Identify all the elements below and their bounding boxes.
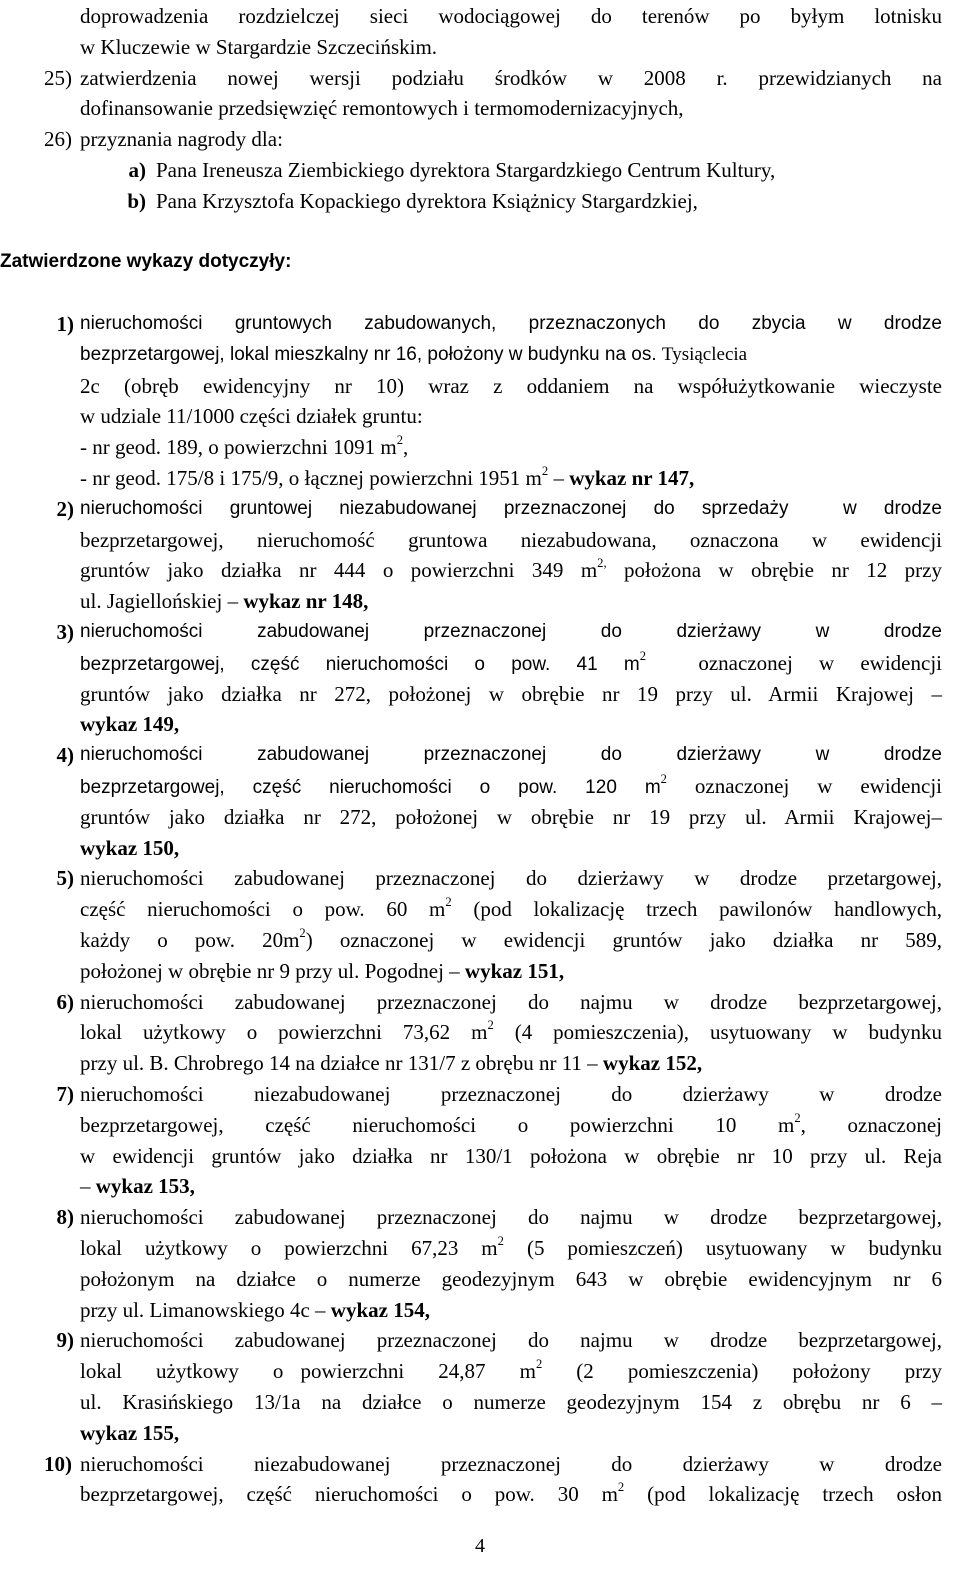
- list-number: 3): [56, 620, 74, 644]
- text-run: bezprzetargowej, część nieruchomości o pow. 30 m: [80, 1482, 618, 1507]
- text-run: nieruchomości gruntowych zabudowanych, przeznaczonych do zbycia w drodze: [80, 313, 942, 334]
- line-text: [80, 1109, 942, 1141]
- text-run: - nr geod. 175/8 i 175/9, o łącznej powierzchni 1951 m: [80, 466, 542, 490]
- text-run: nieruchomości zabudowanej przeznaczonej do dzierżawy w drodze: [80, 744, 942, 766]
- text-line: [0, 1170, 960, 1202]
- text-run: lokal użytkowy o powierzchni 73,62 m: [80, 1020, 488, 1045]
- page-number: 4: [475, 1535, 485, 1557]
- line-text: [80, 308, 942, 340]
- text-run: (5 pomieszczeń) usytuowany w budynku: [503, 1236, 943, 1260]
- text-line: [0, 308, 960, 340]
- wykaz-reference: wykaz 155,: [80, 1420, 180, 1445]
- text-line: [0, 924, 960, 956]
- line-text: [80, 1263, 942, 1295]
- text-line: [0, 400, 960, 432]
- text-line: [0, 616, 960, 648]
- text-line: [0, 1078, 960, 1110]
- line-text: [80, 1294, 942, 1326]
- superscript: 2: [445, 895, 452, 910]
- line-text: [80, 1201, 942, 1233]
- wykaz-reference: wykaz 152,: [602, 1051, 703, 1076]
- line-text: [80, 339, 942, 371]
- list-number: 8): [56, 1205, 74, 1230]
- text-run: gruntów jako działka nr 444 o powierzchni 349 m: [80, 558, 598, 583]
- line-text: [156, 185, 942, 217]
- text-run: (pod lokalizację trzech pawilonów handlowych,: [451, 897, 943, 922]
- line-text: [80, 1324, 942, 1356]
- line-text: [80, 92, 942, 124]
- text-run: w udziale 11/1000 części działek gruntu:: [80, 404, 423, 429]
- text-line: [0, 1417, 960, 1449]
- list-number: 6): [56, 989, 74, 1014]
- text-line: [0, 370, 960, 402]
- text-run: Zatwierdzone wykazy dotyczyły:: [0, 251, 292, 273]
- line-text: [80, 678, 942, 710]
- line-text: [80, 832, 942, 864]
- line-text: [80, 524, 942, 556]
- text-run: nieruchomości gruntowej niezabudowanej przeznaczonej do sprzedaży w drodze: [80, 497, 942, 519]
- text-line: [0, 739, 960, 771]
- text-run: nieruchomości zabudowanej przeznaczonej do najmu w drodze bezprzetargowej,: [80, 1205, 942, 1230]
- text-line: [0, 832, 960, 864]
- line-text: [156, 154, 942, 186]
- line-text: [80, 1047, 942, 1079]
- section-heading: [0, 246, 960, 278]
- list-number: 25): [44, 65, 72, 90]
- sub-list-marker: b): [127, 188, 146, 213]
- text-line: [0, 1294, 960, 1326]
- text-run: oznaczonej w ewidencji: [645, 650, 942, 675]
- text-run: Pana Ireneusza Ziembickiego dyrektora Stargardzkiego Centrum Kultury,: [156, 158, 776, 182]
- text-run: oznaczonej w ewidencji: [666, 774, 942, 798]
- text-run: ul. Jagiellońskiej –: [80, 589, 244, 614]
- text-run: nieruchomości zabudowanej przeznaczonej do dzierżawy w drodze przetargowej,: [80, 866, 942, 891]
- line-text: [80, 31, 942, 63]
- text-run: gruntów jako działka nr 272, położonej w obrębie nr 19 przy ul. Armii Krajowej –: [80, 681, 942, 706]
- text-run: przy ul. B. Chrobrego 14 na działce nr 131/7 z obrębu nr 11 –: [80, 1051, 603, 1076]
- line-text: [80, 1078, 942, 1110]
- text-line: [0, 1047, 960, 1079]
- text-line: [0, 493, 960, 525]
- text-run: bezprzetargowej, część nieruchomości o pow. 120 m: [80, 777, 661, 798]
- line-text: [80, 554, 942, 586]
- text-line: [0, 1478, 960, 1510]
- line-text: [80, 739, 942, 771]
- text-run: nieruchomości niezabudowanej przeznaczonej do dzierżawy w drodze: [80, 1451, 942, 1476]
- text-line: [0, 123, 960, 155]
- wykaz-reference: wykaz 150,: [80, 835, 180, 860]
- line-text: [80, 862, 942, 894]
- text-line: [0, 0, 960, 32]
- text-run: lokal użytkowy o powierzchni 67,23 m: [80, 1236, 498, 1260]
- text-line: [0, 431, 960, 463]
- text-line: [0, 770, 960, 802]
- line-text: [80, 647, 942, 679]
- list-number: 1): [56, 312, 74, 336]
- text-line: [0, 801, 960, 833]
- text-run: bezprzetargowej, lokal mieszkalny nr 16, położony w budynku na os.: [80, 343, 662, 365]
- line-text: [80, 1170, 942, 1202]
- superscript: 2: [299, 925, 306, 940]
- line-text: [80, 708, 942, 740]
- text-line: [0, 339, 960, 371]
- text-run: część nieruchomości o pow. 60 m: [80, 897, 446, 922]
- text-line: [0, 62, 960, 94]
- text-run: w ewidencji gruntów jako działka nr 130/1 położona w obrębie nr 10 przy ul. Reja: [80, 1143, 942, 1168]
- line-text: [80, 986, 942, 1018]
- superscript: 2: [794, 1110, 801, 1125]
- line-text: [80, 801, 942, 833]
- list-number: 4): [56, 743, 74, 768]
- line-text: [80, 370, 942, 402]
- text-run: nieruchomości zabudowanej przeznaczonej do najmu w drodze bezprzetargowej,: [80, 1328, 942, 1353]
- superscript: 2: [535, 1357, 543, 1372]
- text-run: ,: [402, 435, 409, 460]
- wykaz-reference: wykaz 154,: [330, 1297, 430, 1322]
- text-line: [0, 1140, 960, 1172]
- text-run: nieruchomości zabudowanej przeznaczonej do dzierżawy w drodze: [80, 621, 942, 642]
- text-line: [0, 554, 960, 586]
- text-line: [0, 862, 960, 894]
- text-run: - nr geod. 189, o powierzchni 1091 m: [80, 435, 397, 460]
- text-run: zatwierdzenia nowej wersji podziału środków w 2008 r. przewidzianych na: [80, 65, 942, 90]
- text-line: [0, 1355, 960, 1387]
- text-line: [0, 31, 960, 63]
- text-run: doprowadzenia rozdzielczej sieci wodociągowej do terenów po byłym lotnisku: [80, 4, 942, 28]
- text-line: [0, 92, 960, 124]
- line-text: [80, 0, 942, 32]
- text-line: [0, 585, 960, 617]
- text-line: [0, 1109, 960, 1141]
- wykaz-reference: wykaz 153,: [95, 1174, 195, 1199]
- text-run: w Kluczewie w Stargardzie Szczecińskim.: [80, 34, 438, 59]
- text-line: [0, 154, 960, 186]
- line-text: [80, 770, 942, 802]
- line-text: [80, 924, 942, 956]
- text-run: (4 pomieszczenia), usytuowany w budynku: [493, 1020, 943, 1045]
- text-run: ul. Krasińskiego 13/1a na działce o numerze geodezyjnym 154 z obrębu nr 6 –: [80, 1390, 942, 1414]
- text-line: [0, 185, 960, 217]
- text-run: lokal użytkowy o powierzchni 24,87 m: [80, 1359, 536, 1384]
- text-run: bezprzetargowej, część nieruchomości o pow. 41 m: [80, 653, 640, 675]
- list-number: 10): [44, 1451, 72, 1476]
- list-number: 5): [56, 866, 74, 891]
- text-run: , oznaczonej: [800, 1112, 942, 1137]
- text-run: –: [548, 466, 570, 490]
- wykaz-reference: wykaz 151,: [464, 958, 565, 983]
- line-text: [80, 1478, 942, 1510]
- text-line: [0, 986, 960, 1018]
- text-run: nieruchomości niezabudowanej przeznaczonej do dzierżawy w drodze: [80, 1082, 942, 1106]
- text-line: [0, 708, 960, 740]
- text-line: [0, 1386, 960, 1418]
- text-line: [0, 462, 960, 494]
- superscript: 2: [497, 1233, 504, 1248]
- text-line: [0, 524, 960, 556]
- text-line: [0, 1448, 960, 1480]
- text-line: [0, 1232, 960, 1264]
- line-text: [80, 400, 942, 432]
- list-number: 26): [44, 127, 72, 152]
- superscript: 2: [396, 433, 403, 448]
- heading-text: [0, 246, 700, 278]
- text-line: [0, 1263, 960, 1295]
- text-run: dofinansowanie przedsięwzięć remontowych i termomodernizacyjnych,: [80, 96, 684, 121]
- line-text: [80, 1417, 942, 1449]
- sub-list-marker: a): [128, 158, 146, 182]
- text-run: Pana Krzysztofa Kopackiego dyrektora Książnicy Stargardzkiej,: [156, 188, 698, 213]
- line-text: [80, 462, 942, 494]
- superscript: 2: [541, 463, 549, 478]
- text-line: [0, 1201, 960, 1233]
- text-line: [0, 1016, 960, 1048]
- line-text: [80, 62, 942, 94]
- line-text: [80, 123, 942, 155]
- text-run: przyznania nagrody dla:: [80, 127, 283, 152]
- text-run: nieruchomości zabudowanej przeznaczonej do najmu w drodze bezprzetargowej,: [80, 989, 942, 1014]
- wykaz-reference: wykaz nr 148,: [243, 589, 369, 614]
- superscript: 2: [487, 1018, 494, 1033]
- text-line: [0, 678, 960, 710]
- line-text: [80, 431, 942, 463]
- text-run: gruntów jako działka nr 272, położonej w obrębie nr 19 przy ul. Armii Krajowej–: [80, 804, 942, 829]
- list-number: 2): [56, 496, 74, 521]
- superscript: 2: [617, 1480, 625, 1495]
- text-run: 2c (obręb ewidencyjny nr 10) wraz z oddaniem na współużytkowanie wieczyste: [80, 373, 942, 398]
- line-text: [80, 1140, 942, 1172]
- superscript: 2: [660, 771, 667, 786]
- text-line: [0, 893, 960, 925]
- line-text: [80, 493, 942, 525]
- text-run: bezprzetargowej, część nieruchomości o powierzchni 10 m: [80, 1112, 795, 1137]
- text-run: przy ul. Limanowskiego 4c –: [80, 1297, 331, 1322]
- text-line: [0, 1324, 960, 1356]
- text-run: (pod lokalizację trzech osłon: [624, 1482, 943, 1507]
- line-text: [80, 1355, 942, 1387]
- text-run: ) oznaczonej w ewidencji gruntów jako działka nr 589,: [305, 928, 942, 952]
- text-run: położona w obrębie nr 12 przy: [606, 558, 942, 583]
- line-text: [80, 1232, 942, 1264]
- line-text: [80, 1016, 942, 1048]
- list-number: 7): [56, 1082, 74, 1106]
- list-number: 9): [56, 1328, 74, 1353]
- superscript: 2,: [597, 556, 607, 571]
- line-text: [80, 1448, 942, 1480]
- line-text: [80, 893, 942, 925]
- superscript: 2: [639, 648, 646, 663]
- text-line: [0, 955, 960, 987]
- text-run: położonej w obrębie nr 9 przy ul. Pogodnej –: [80, 958, 465, 983]
- text-run: położonym na działce o numerze geodezyjnym 643 w obrębie ewidencyjnym nr 6: [80, 1266, 942, 1291]
- line-text: [80, 616, 942, 648]
- line-text: [80, 1386, 942, 1418]
- line-text: [80, 585, 942, 617]
- line-text: [80, 955, 942, 987]
- text-run: Tysiąclecia: [661, 343, 748, 365]
- text-line: [0, 647, 960, 679]
- text-run: każdy o pow. 20m: [80, 928, 300, 952]
- text-run: –: [80, 1174, 96, 1199]
- text-run: (2 pomieszczenia) położony przy: [542, 1359, 943, 1384]
- wykaz-reference: wykaz nr 147,: [569, 466, 695, 490]
- wykaz-reference: wykaz 149,: [80, 712, 180, 737]
- text-run: bezprzetargowej, nieruchomość gruntowa niezabudowana, oznaczona w ewidencji: [80, 527, 942, 552]
